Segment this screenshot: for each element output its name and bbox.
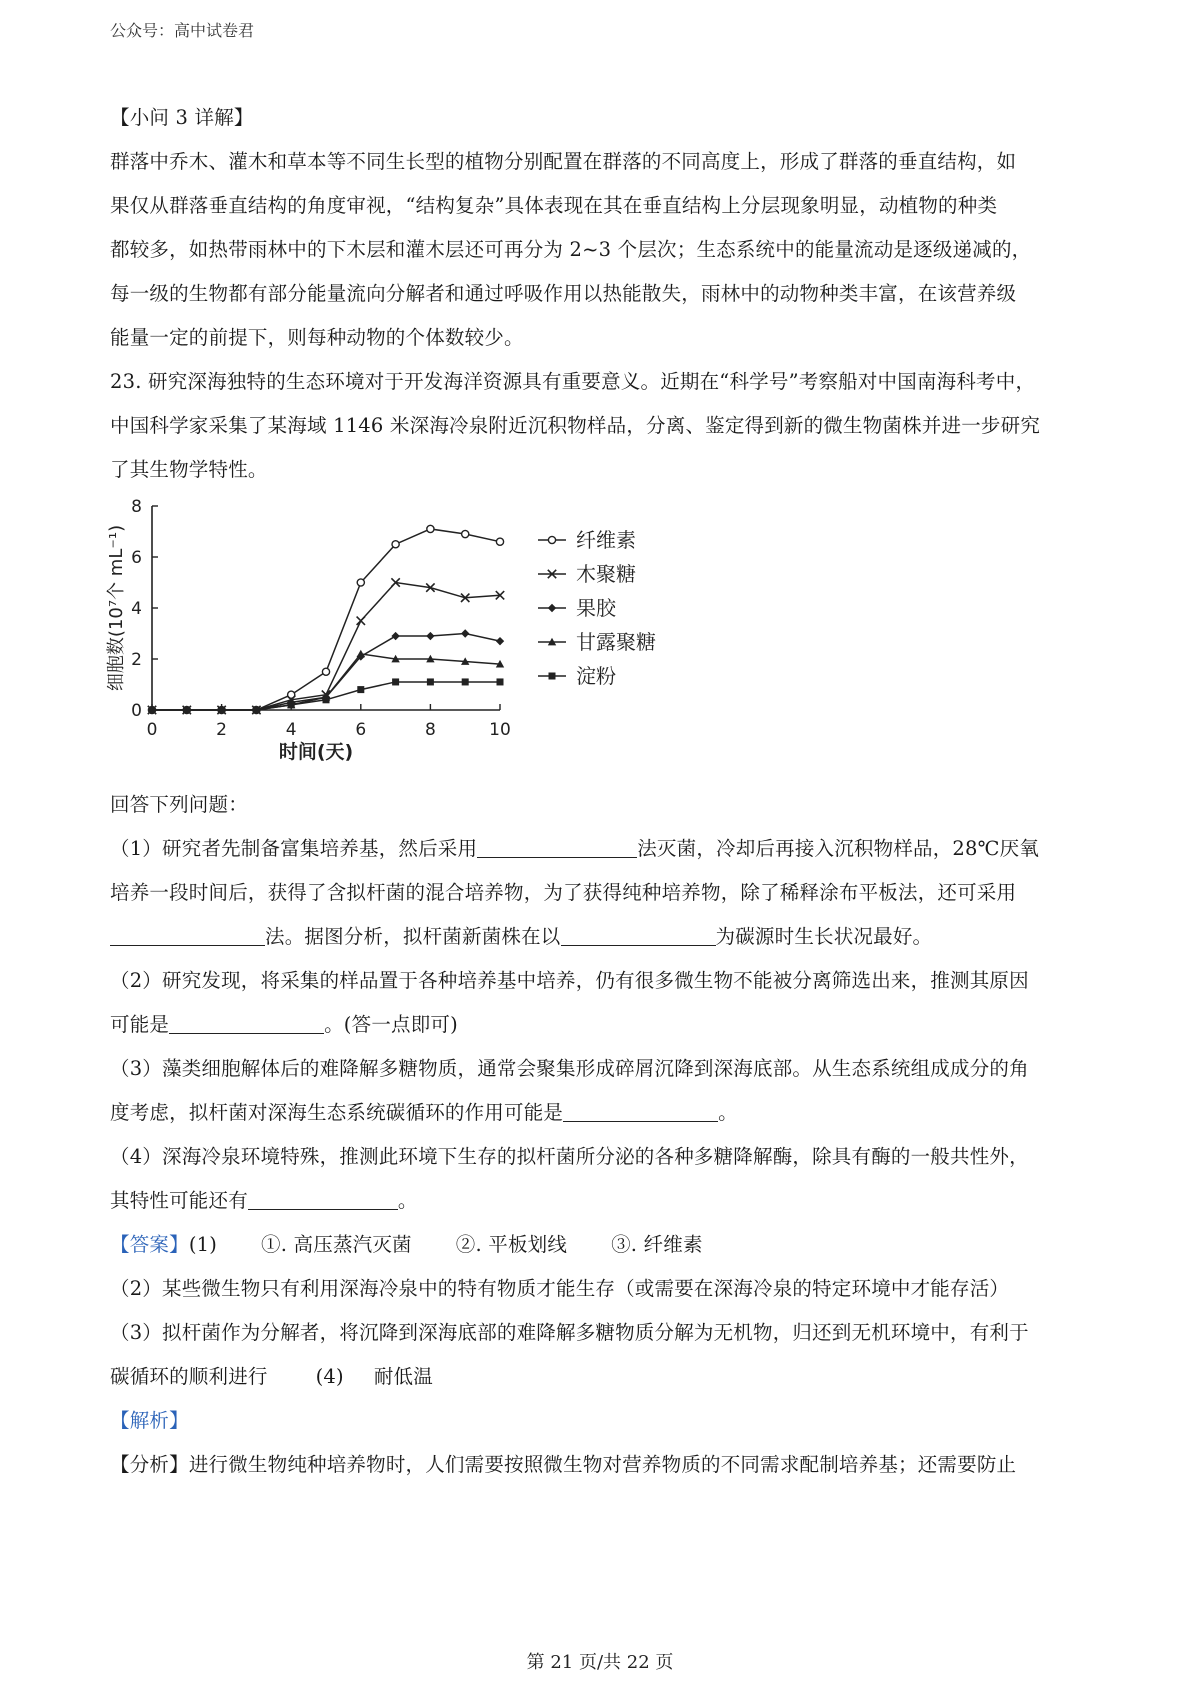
question-text: 法。据图分析，拟杆菌新菌株在以 <box>265 925 561 948</box>
answer-line: （2）某些微生物只有利用深海冷泉中的特有物质才能生存（或需要在深海冷泉的特定环境中才能存活） <box>110 1277 1010 1300</box>
answer-blank[interactable] <box>169 1011 324 1034</box>
data-point <box>426 632 434 640</box>
answer-item: ③. 纤维素 <box>611 1233 703 1256</box>
data-point <box>392 541 399 548</box>
y-tick-label: 6 <box>131 548 142 568</box>
x-tick-label: 4 <box>285 720 297 740</box>
data-point <box>548 536 555 543</box>
data-point <box>461 629 469 637</box>
answer-item: 耐低温 <box>373 1365 433 1388</box>
answer-blank[interactable] <box>477 835 637 858</box>
x-tick-label: 0 <box>146 720 158 740</box>
answer-number: (1) <box>188 1233 218 1256</box>
answer-line: （3）拟杆菌作为分解者，将沉降到深海底部的难降解多糖物质分解为无机物，归还到无机环境中，有利于 <box>110 1321 1029 1344</box>
x-axis-label: 时间(天) <box>278 741 354 763</box>
answer-blank[interactable] <box>110 923 265 946</box>
answer-blank[interactable] <box>248 1187 398 1210</box>
legend-label: 木聚糖 <box>576 562 636 586</box>
question-3-line: （3）藻类细胞解体后的难降解多糖物质，通常会聚集形成碎屑沉降到深海底部。从生态系统组成成分的角 <box>110 1057 1029 1080</box>
question-text: 。 <box>718 1101 738 1124</box>
legend-label: 果胶 <box>576 596 616 620</box>
question-text: 其特性可能还有 <box>110 1189 248 1212</box>
question-23-stem: 了其生物学特性。 <box>110 458 268 481</box>
data-point <box>357 617 365 625</box>
question-text: 度考虑，拟杆菌对深海生态系统碳循环的作用可能是 <box>110 1101 564 1124</box>
answer-blank[interactable] <box>563 1099 718 1122</box>
prompt-line: 回答下列问题： <box>110 793 248 816</box>
series-line <box>152 529 500 710</box>
data-point <box>357 686 364 693</box>
analysis-heading: 【分析】 <box>110 1453 189 1476</box>
data-point <box>427 678 434 685</box>
analysis-label: 【解析】 <box>110 1409 189 1432</box>
data-point <box>392 678 399 685</box>
question-text: 为碳源时生长状况最好。 <box>715 925 933 948</box>
question-2-line: （2）研究发现，将采集的样品置于各种培养基中培养，仍有很多微生物不能被分离筛选出来，推测其原因 <box>110 969 1029 992</box>
question-3-line <box>110 1091 1095 1135</box>
y-tick-label: 8 <box>131 497 142 517</box>
analysis-text: 进行微生物纯种培养物时，人们需要按照微生物对营养物质的不同需求配制培养基；还需要防止 <box>188 1453 1017 1476</box>
answer-item: ①. 高压蒸汽灭菌 <box>261 1233 412 1256</box>
data-point <box>323 696 330 703</box>
y-tick-label: 2 <box>131 650 142 670</box>
data-point <box>496 538 503 545</box>
legend-label: 淀粉 <box>576 664 616 688</box>
question-text: 。 <box>397 1189 418 1212</box>
answer-text: 碳循环的顺利进行 <box>110 1365 268 1388</box>
page-footer: 第 21 页/共 22 页 <box>526 1652 674 1673</box>
question-1-line <box>110 915 1095 959</box>
data-point <box>149 707 156 714</box>
x-tick-label: 8 <box>424 720 436 740</box>
growth-chart <box>106 496 1095 781</box>
y-axis-label: 细胞数(10⁷个 mL⁻¹) <box>106 524 127 692</box>
answer-label: 【答案】 <box>110 1233 189 1256</box>
data-point <box>496 637 504 645</box>
subquestion-3-heading: 【小问 3 详解】 <box>110 106 254 129</box>
answer-item: ②. 平板划线 <box>455 1233 568 1256</box>
series-line <box>152 583 500 711</box>
question-23-stem: 23. 研究深海独特的生态环境对于开发海洋资源具有重要意义。近期在“科学号”考察船对中国南海科考中， <box>110 370 1036 393</box>
question-4-line: （4）深海冷泉环境特殊，推测此环境下生存的拟杆菌所分泌的各种多糖降解酶，除具有酶的一般共性外， <box>110 1145 1029 1168</box>
paragraph-line: 果仅从群落垂直结构的角度审视，“结构复杂”具体表现在其在垂直结构上分层现象明显，动植物的种类 <box>110 194 998 217</box>
question-text: 可能是 <box>110 1013 170 1036</box>
y-tick-label: 0 <box>131 701 142 721</box>
answer-number: (4) <box>315 1365 344 1388</box>
data-point <box>548 604 556 612</box>
data-point <box>462 678 469 685</box>
question-text: （1）研究者先制备富集培养基，然后采用 <box>110 837 478 860</box>
question-text: 法灭菌，冷却后再接入沉积物样品，28℃厌氧 <box>637 837 1040 860</box>
question-2-line <box>110 1003 1095 1047</box>
answer-line <box>110 1355 1095 1399</box>
data-point <box>183 707 190 714</box>
x-tick-label: 6 <box>355 720 367 740</box>
question-text: 。(答一点即可) <box>324 1013 458 1036</box>
data-point <box>322 668 329 675</box>
growth-chart-svg <box>100 496 660 781</box>
paragraph-line: 都较多，如热带雨林中的下木层和灌木层还可再分为 2~3 个层次；生态系统中的能量流动是逐级递减的， <box>110 238 1032 261</box>
data-point <box>497 678 504 685</box>
legend-label: 甘露聚糖 <box>576 630 656 654</box>
legend-label: 纤维素 <box>576 528 636 552</box>
data-point <box>462 530 469 537</box>
data-point <box>253 707 260 714</box>
data-point <box>427 525 434 532</box>
question-1-line: 培养一段时间后，获得了含拟杆菌的混合培养物，为了获得纯种培养物，除了稀释涂布平板法，还可采用 <box>110 881 1017 904</box>
paragraph-line: 每一级的生物都有部分能量流向分解者和通过呼吸作用以热能散失，雨林中的动物种类丰富，在该营养级 <box>110 282 1017 305</box>
data-point <box>357 650 365 658</box>
answer-blank[interactable] <box>561 923 716 946</box>
answer-line <box>110 1223 1095 1267</box>
data-point <box>391 632 399 640</box>
x-tick-label: 2 <box>216 720 228 740</box>
analysis-line <box>110 1443 1095 1487</box>
data-point <box>218 707 225 714</box>
data-point <box>288 701 295 708</box>
x-tick-label: 10 <box>489 720 511 740</box>
page-header: 公众号：高中试卷君 <box>110 21 255 40</box>
question-4-line <box>110 1179 1095 1223</box>
question-1-line <box>110 827 1095 871</box>
paragraph-line: 群落中乔木、灌木和草本等不同生长型的植物分别配置在群落的不同高度上，形成了群落的垂直结构，如 <box>110 150 1017 173</box>
paragraph-line: 能量一定的前提下，则每种动物的个体数较少。 <box>110 326 524 349</box>
y-tick-label: 4 <box>131 599 142 619</box>
question-23-stem: 中国科学家采集了某海域 1146 米深海冷泉附近沉积物样品，分离、鉴定得到新的微生物菌株并进一步研究 <box>110 414 1041 437</box>
data-point <box>549 673 556 680</box>
document-body <box>106 96 1095 1487</box>
data-point <box>357 579 364 586</box>
